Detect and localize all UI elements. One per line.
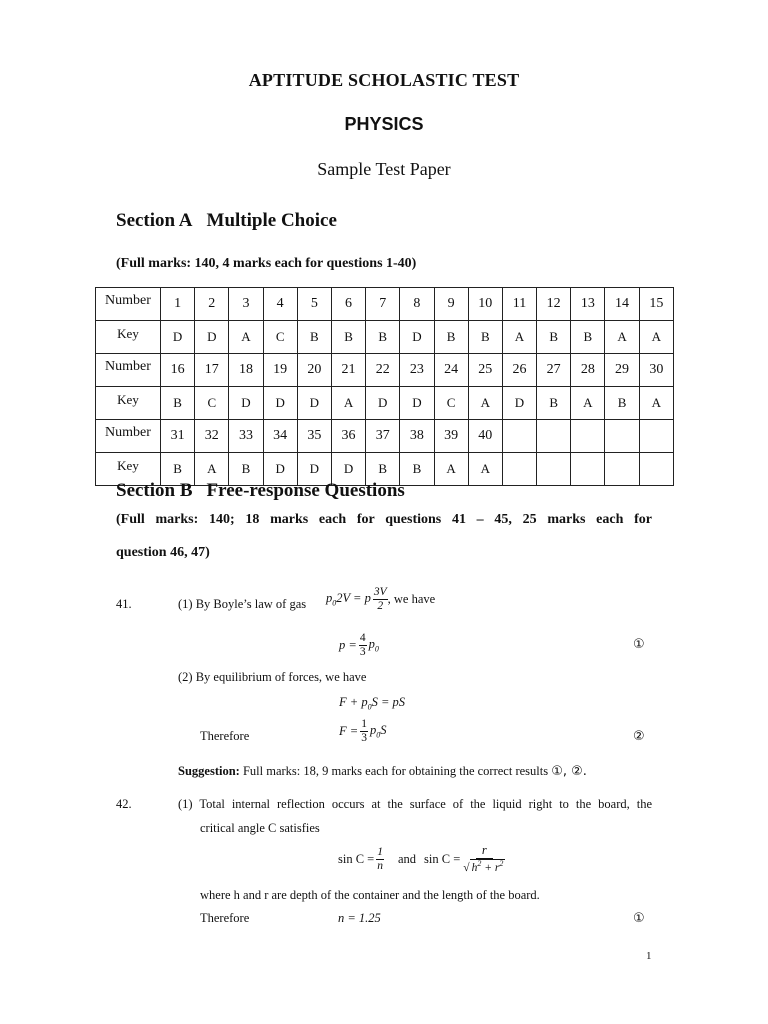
question-number-cell: 20 — [297, 354, 331, 387]
answer-key-cell: A — [468, 387, 502, 420]
table-row-keys — [96, 387, 674, 420]
section-b-heading — [116, 480, 405, 502]
section-a-name: Multiple Choice — [206, 210, 337, 231]
question-number-cell: 26 — [502, 354, 536, 387]
question-number-cell: 16 — [161, 354, 195, 387]
q41-frac-num: 3V — [373, 586, 387, 598]
question-number-cell: 2 — [195, 288, 229, 321]
question-number-cell: 6 — [331, 288, 365, 321]
question-number-cell — [571, 420, 605, 453]
q41-suggestion-marks: ①, ②. — [551, 764, 587, 779]
answer-key-cell: B — [297, 321, 331, 354]
row-header: Key — [96, 453, 161, 486]
q42-where-text: where h and r are depth of the container and the length of the board. — [200, 888, 540, 902]
q41-result2-right: p — [369, 722, 377, 737]
answer-key-cell: C — [195, 387, 229, 420]
answer-key-cell: D — [400, 321, 434, 354]
q41-result2: F = $\frac{1}{3}$ $p_0S$ — [339, 718, 387, 744]
q42-number: 42. — [116, 797, 132, 811]
row-header: Key — [96, 321, 161, 354]
answer-key-cell: B — [366, 453, 400, 486]
section-a-label: Section A — [116, 210, 193, 231]
q41-result2-tail: S — [380, 722, 387, 737]
answer-key-cell: B — [161, 387, 195, 420]
section-a-heading — [116, 210, 337, 232]
answer-key-cell: D — [366, 387, 400, 420]
q41-part2-text: (2) By equilibrium of forces, we have — [178, 670, 367, 684]
q41-therefore: Therefore — [200, 729, 250, 743]
q42-eq-frac2 — [462, 844, 506, 874]
row-header: Number — [96, 288, 161, 321]
q41-eq-fraction — [373, 586, 388, 612]
answer-key-cell: D — [400, 387, 434, 420]
question-number-cell: 10 — [468, 288, 502, 321]
answer-key-cell: C — [263, 321, 297, 354]
answer-key-cell: A — [331, 387, 365, 420]
q42-frac2-den-sqrt: √ $h^2 + r^2$ — [463, 858, 504, 874]
question-number-cell: 17 — [195, 354, 229, 387]
question-number-cell: 22 — [366, 354, 400, 387]
question-number-cell: 31 — [161, 420, 195, 453]
answer-key-cell: B — [161, 453, 195, 486]
question-number-cell: 9 — [434, 288, 468, 321]
q41-eq-mid: 2V = p — [336, 590, 371, 605]
answer-key-cell: A — [639, 321, 673, 354]
question-number-cell — [639, 420, 673, 453]
question-number-cell: 1 — [161, 288, 195, 321]
question-number-cell: 14 — [605, 288, 639, 321]
question-number-cell: 24 — [434, 354, 468, 387]
row-header: Number — [96, 420, 161, 453]
document-subtitle: Sample Test Paper — [317, 159, 451, 179]
answer-key-cell: B — [605, 387, 639, 420]
q41-result2-num: 1 — [361, 718, 367, 730]
question-number-cell: 34 — [263, 420, 297, 453]
question-number-cell: 38 — [400, 420, 434, 453]
q42-frac1-den: n — [377, 859, 383, 872]
q41-result1-den: 3 — [359, 645, 366, 658]
q41-result1-num: 4 — [359, 632, 366, 644]
question-number-cell: 4 — [263, 288, 297, 321]
section-b-name: Free-response Questions — [206, 480, 405, 501]
answer-key-cell: A — [229, 321, 263, 354]
answer-key-cell: A — [468, 453, 502, 486]
page-number: 1 — [646, 950, 652, 962]
q41-suggestion-label: Suggestion: — [178, 764, 240, 778]
answer-key-cell: D — [263, 387, 297, 420]
answer-key-cell: D — [297, 453, 331, 486]
section-a-note: (Full marks: 140, 4 marks each for questions 1-40) — [116, 256, 417, 271]
question-number-cell — [502, 420, 536, 453]
answer-key-cell — [571, 453, 605, 486]
question-number-cell: 28 — [571, 354, 605, 387]
question-number-cell: 39 — [434, 420, 468, 453]
question-number-cell: 23 — [400, 354, 434, 387]
question-number-cell: 11 — [502, 288, 536, 321]
answer-key-cell: D — [161, 321, 195, 354]
q41-mark2: ② — [633, 729, 645, 744]
row-header: Number — [96, 354, 161, 387]
q41-result2-left: F = — [339, 723, 359, 738]
q42-result: n = 1.25 — [338, 911, 381, 925]
q41-part1-text: (1) By Boyle’s law of gas — [178, 597, 307, 611]
answer-key-cell: B — [468, 321, 502, 354]
q42-eq-sin2: sin C = — [424, 851, 461, 866]
q42-frac2-num: r — [476, 844, 493, 859]
answer-key-cell — [605, 453, 639, 486]
table-row-keys — [96, 321, 674, 354]
answer-key-cell: D — [331, 453, 365, 486]
q41-force-equation: $F + p_0S$ = pS — [339, 695, 406, 712]
q41-eq-p0: p — [326, 590, 333, 605]
answer-key-cell: B — [434, 321, 468, 354]
q41-boyle-equation: $p_02V = p$ $\frac{3V}{2}$ , we have — [326, 586, 436, 612]
q41-result2-den: 3 — [361, 731, 367, 744]
q41-force-left: F + p — [339, 695, 368, 709]
answer-key-cell: B — [366, 321, 400, 354]
q42-part1-line2: critical angle C satisfies — [200, 821, 320, 835]
answer-key-cell: D — [263, 453, 297, 486]
q42-part1-line1: (1) Total internal reflection occurs at the surface of the liquid right to the board, the — [178, 797, 652, 811]
q41-suggestion — [178, 764, 587, 779]
question-number-cell: 30 — [639, 354, 673, 387]
q42-eq-and: and — [397, 851, 417, 866]
question-number-cell: 7 — [366, 288, 400, 321]
question-number-cell: 12 — [537, 288, 571, 321]
table-row-numbers — [96, 288, 674, 321]
answer-key-cell: A — [639, 387, 673, 420]
question-number-cell: 40 — [468, 420, 502, 453]
question-number-cell: 8 — [400, 288, 434, 321]
answer-key-cell: A — [605, 321, 639, 354]
q41-frac-den: 2 — [377, 599, 384, 612]
table-row-numbers — [96, 354, 674, 387]
answer-key-cell: B — [229, 453, 263, 486]
question-number-cell: 35 — [297, 420, 331, 453]
question-number-cell: 29 — [605, 354, 639, 387]
question-number-cell: 27 — [537, 354, 571, 387]
answer-key-cell: B — [537, 387, 571, 420]
q41-result1-fraction — [359, 632, 367, 658]
q42-critical-angle-equations — [338, 844, 506, 874]
question-number-cell: 3 — [229, 288, 263, 321]
question-number-cell — [537, 420, 571, 453]
q41-number: 41. — [116, 597, 132, 611]
answer-key-cell: A — [571, 387, 605, 420]
q41-result1: p = $\frac{4}{3}$ $p_0$ — [339, 632, 379, 658]
q42-frac1-num: 1 — [377, 845, 383, 858]
answer-key-table — [95, 287, 674, 486]
answer-key-cell: A — [434, 453, 468, 486]
answer-key-cell — [537, 453, 571, 486]
answer-key-cell: D — [297, 387, 331, 420]
table-row-numbers — [96, 420, 674, 453]
section-b-note-line2: question 46, 47) — [116, 545, 210, 560]
answer-key-cell: B — [400, 453, 434, 486]
q41-eq-after: , we have — [387, 591, 436, 606]
answer-key-cell: D — [195, 321, 229, 354]
q42-eq-frac1 — [376, 846, 384, 872]
question-number-cell: 18 — [229, 354, 263, 387]
document-title: APTITUDE SCHOLASTIC TEST — [248, 70, 520, 90]
q41-suggestion-text: Full marks: 18, 9 marks each for obtaining the correct results — [242, 764, 549, 778]
question-number-cell — [605, 420, 639, 453]
answer-key-cell: A — [195, 453, 229, 486]
answer-key-cell: A — [502, 321, 536, 354]
q42-mark: ① — [633, 911, 645, 926]
question-number-cell: 21 — [331, 354, 365, 387]
answer-key-cell — [502, 453, 536, 486]
question-number-cell: 5 — [297, 288, 331, 321]
answer-key-cell: D — [229, 387, 263, 420]
answer-key-cell — [639, 453, 673, 486]
answer-key-cell: B — [537, 321, 571, 354]
question-number-cell: 32 — [195, 420, 229, 453]
question-number-cell: 37 — [366, 420, 400, 453]
question-number-cell: 36 — [331, 420, 365, 453]
q42-eq-sin1: sin C = — [338, 851, 375, 866]
q41-force-right: S = pS — [371, 695, 406, 709]
document-subject: PHYSICS — [344, 114, 424, 134]
question-number-cell: 33 — [229, 420, 263, 453]
answer-key-cell: D — [502, 387, 536, 420]
answer-key-cell: B — [331, 321, 365, 354]
q42-therefore: Therefore — [200, 911, 250, 925]
answer-key-cell: B — [571, 321, 605, 354]
section-b-note-line1: (Full marks: 140; 18 marks each for questions 41 – 45, 25 marks each for — [116, 512, 652, 527]
answer-key-cell: C — [434, 387, 468, 420]
question-number-cell: 15 — [639, 288, 673, 321]
section-b-label: Section B — [116, 480, 193, 501]
row-header: Key — [96, 387, 161, 420]
q41-mark1: ① — [633, 637, 645, 652]
question-number-cell: 13 — [571, 288, 605, 321]
q41-result2-fraction — [360, 718, 368, 744]
question-number-cell: 25 — [468, 354, 502, 387]
question-number-cell: 19 — [263, 354, 297, 387]
q41-result1-left: p = — [339, 637, 357, 652]
q41-result1-right: p — [368, 636, 375, 651]
